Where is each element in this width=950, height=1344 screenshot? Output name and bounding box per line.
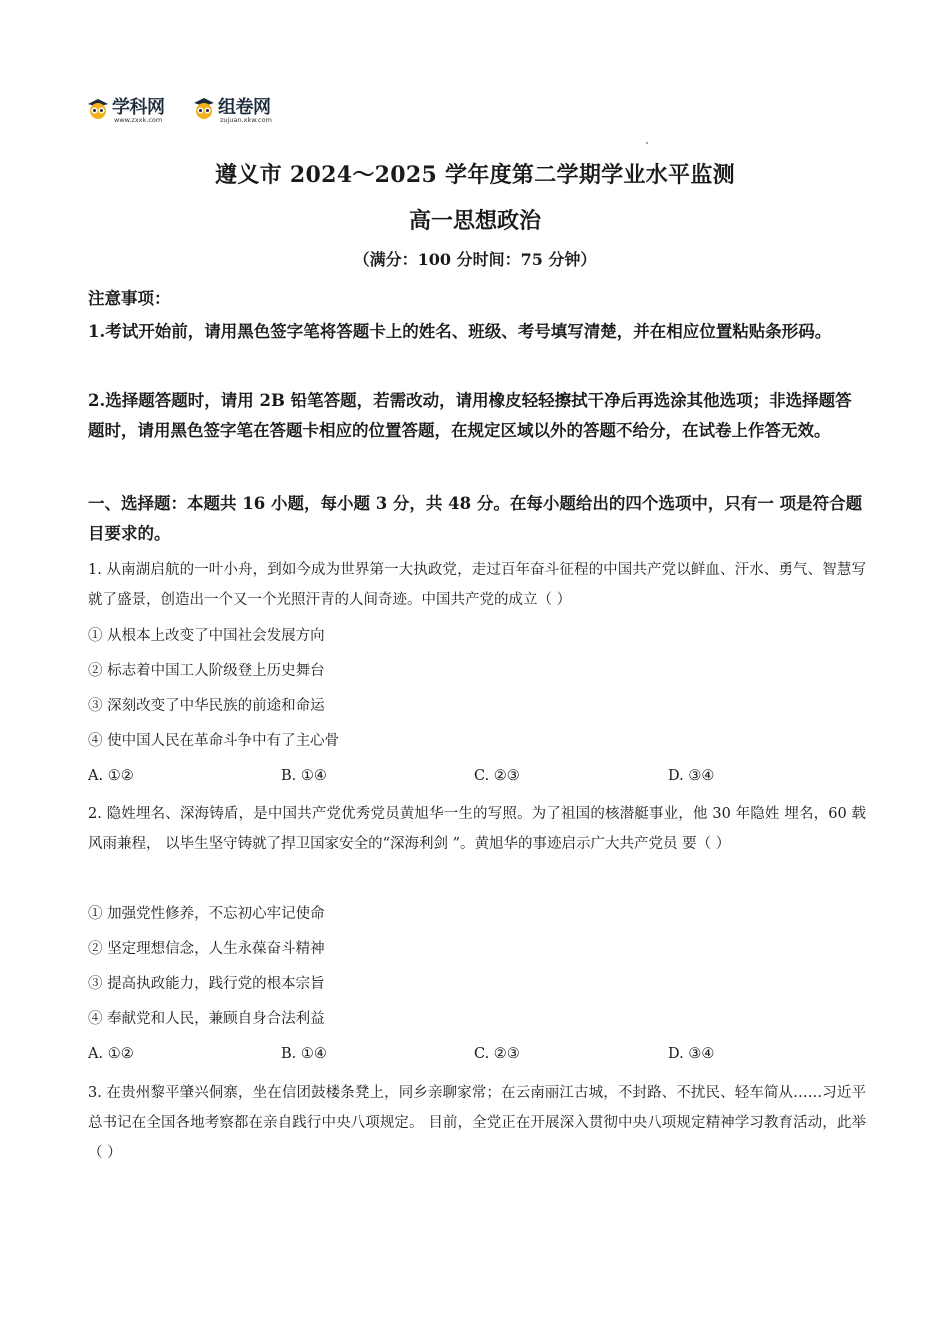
logo-name: 组卷网	[218, 97, 271, 118]
question-1-option: ④ 使中国人民在革命斗争中有了主心骨	[88, 733, 340, 749]
notice-heading: 注意事项：	[88, 289, 171, 308]
score-time: （满分：100 分时间：75 分钟）	[353, 250, 597, 269]
question-2-option: ③ 提高执政能力，践行党的根本宗旨	[88, 976, 325, 992]
question-1-choice-b: B. ①④	[281, 768, 327, 784]
stray-dot	[646, 142, 648, 144]
notice-item-1: 1.考试开始前，请用黑色签字笔将答题卡上的姓名、班级、考号填写清楚，并在相应位置粘贴条形码。	[88, 322, 832, 341]
owl-icon	[192, 96, 216, 120]
question-3-stem: 3. 在贵州黎平肇兴侗寨，坐在信团鼓楼条凳上，同乡亲聊家常；在云南丽江古城，不封路、不扰民、轻车简从……习近平总书记在全国各地考察都在亲自践行中央八项规定。 目前，全党正在开展深入贯彻中央八项规定精神学习教育活动，此举（ ）	[88, 1085, 866, 1161]
owl-icon	[86, 96, 110, 120]
question-2-choice-c: C. ②③	[474, 1046, 520, 1062]
question-2-choice-b: B. ①④	[281, 1046, 327, 1062]
question-1-option: ③ 深刻改变了中华民族的前途和命运	[88, 698, 325, 714]
question-2-option: ① 加强党性修养，不忘初心牢记使命	[88, 906, 325, 922]
exam-title: 遵义市 2024～2025 学年度第二学期学业水平监测	[215, 162, 735, 188]
question-1-choice-a: A. ①②	[88, 768, 134, 784]
question-2-option: ④ 奉献党和人民，兼顾自身合法利益	[88, 1011, 325, 1027]
section-heading: 一、选择题：本题共 16 小题，每小题 3 分，共 48 分。在每小题给出的四个选项中，只有一 项是符合题目要求的。	[88, 494, 863, 543]
question-1-stem: 1. 从南湖启航的一叶小舟，到如今成为世界第一大执政党，走过百年奋斗征程的中国共产党以鲜血、汗水、勇气、智慧写就了盛景，创造出一个又一个光照汗青的人间奇迹。中国共产党的成立（ ）	[88, 562, 866, 608]
question-1-option: ② 标志着中国工人阶级登上历史舞台	[88, 663, 325, 679]
notice-item-2: 2.选择题答题时，请用 2B 铅笔答题，若需改动，请用橡皮轻轻擦拭干净后再选涂其他选项；非选择题答题时，请用黑色签字笔在答题卡相应的位置答题，在规定区域以外的答题不给分，在试卷上作答无效。	[88, 391, 852, 440]
logo-name: 学科网	[112, 97, 165, 118]
question-2-choice-d: D. ③④	[668, 1046, 715, 1062]
question-1-choice-d: D. ③④	[668, 768, 715, 784]
question-2-stem: 2. 隐姓埋名、深海铸盾，是中国共产党优秀党员黄旭华一生的写照。为了祖国的核潜艇事业，他 30 年隐姓 埋名，60 载风雨兼程， 以毕生坚守铸就了捍卫国家安全的“深海利剑 ”。黄旭华的事迹启示广大共产党员 要（ ）	[88, 806, 866, 852]
logo-url: www.zxxk.com	[114, 116, 163, 124]
logo-url: zujuan.xkw.com	[220, 116, 272, 124]
question-2-choice-a: A. ①②	[88, 1046, 134, 1062]
exam-subject: 高一思想政治	[408, 208, 541, 234]
question-2-option: ② 坚定理想信念，人生永葆奋斗精神	[88, 941, 325, 957]
question-1-option: ① 从根本上改变了中国社会发展方向	[88, 628, 325, 644]
question-1-choice-c: C. ②③	[474, 768, 520, 784]
